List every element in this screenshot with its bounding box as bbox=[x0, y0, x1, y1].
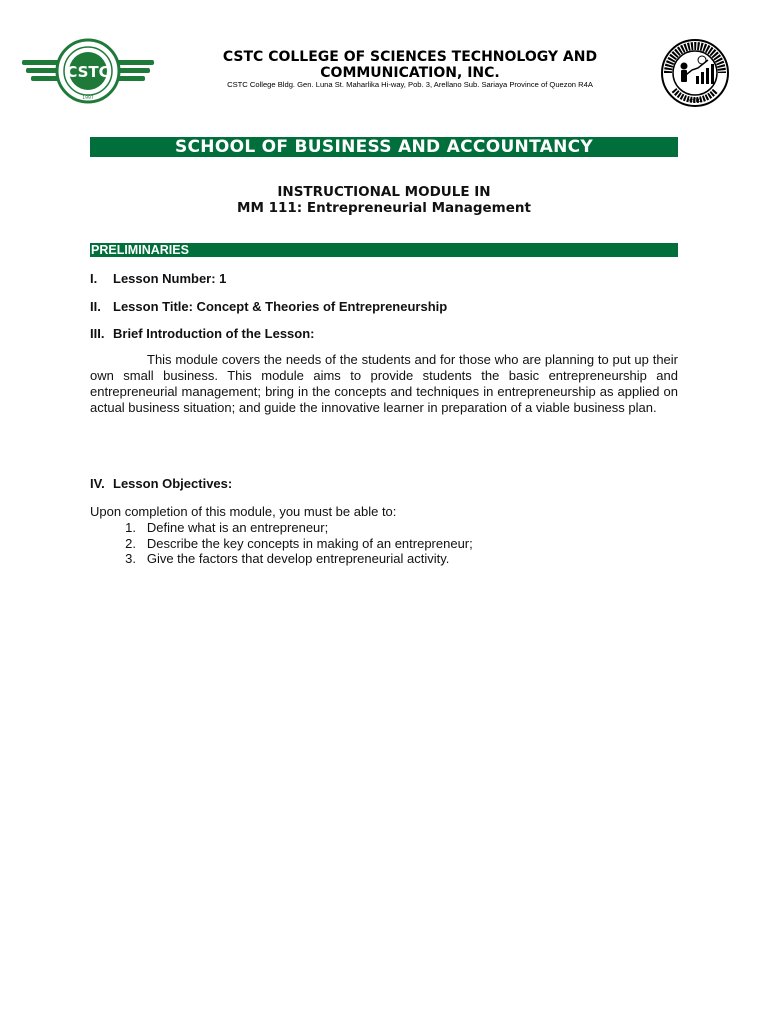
svg-text:1997: 1997 bbox=[82, 96, 94, 101]
section-number: III. bbox=[90, 326, 105, 341]
list-item-text: Define what is an entrepreneur; bbox=[146, 520, 329, 535]
list-item bbox=[90, 551, 678, 567]
cstc-logo-icon bbox=[22, 38, 154, 104]
section-label: Lesson Number: 1 bbox=[113, 271, 227, 286]
institution-name bbox=[160, 49, 660, 81]
list-item-text: Describe the key concepts in making of an entrepreneur; bbox=[146, 535, 473, 551]
module-title-line2: MM 111: Entrepreneurial Management bbox=[237, 200, 531, 216]
institution-address: CSTC College Bldg. Gen. Luna St. Maharlika Hi-way, Pob. 3, Arellano Sub. Sariaya Province of Quezon R4A bbox=[227, 80, 593, 89]
module-title-line1: INSTRUCTIONAL MODULE IN bbox=[277, 184, 491, 200]
institution-name-line1: CSTC COLLEGE OF SCIENCES TECHNOLOGY AND bbox=[222, 49, 598, 65]
institution-name-line2: COMMUNICATION, INC. bbox=[320, 65, 500, 81]
section-lesson-objectives bbox=[90, 476, 232, 491]
section-label: Lesson Objectives: bbox=[113, 476, 233, 491]
list-item-text: Give the factors that develop entrepreneurial activity. bbox=[146, 551, 450, 566]
section-label: Lesson Title: Concept & Theories of Entrepreneurship bbox=[113, 299, 448, 314]
svg-text:CSTC: CSTC bbox=[689, 98, 701, 103]
objectives-lead-text: Upon completion of this module, you must be able to: bbox=[90, 504, 397, 519]
objectives-list bbox=[90, 520, 678, 567]
section-number: I. bbox=[90, 271, 98, 286]
list-item bbox=[90, 520, 678, 536]
section-label: Brief Introduction of the Lesson: bbox=[113, 326, 315, 341]
school-banner: SCHOOL OF BUSINESS AND ACCOUNTANCY bbox=[90, 137, 678, 157]
svg-text:CSTC: CSTC bbox=[66, 63, 110, 81]
preliminaries-banner: PRELIMINARIES bbox=[90, 243, 678, 257]
list-item-number: 3. bbox=[125, 551, 136, 566]
section-lesson-number bbox=[90, 271, 226, 286]
list-item-number: 2. bbox=[125, 535, 136, 551]
module-title bbox=[90, 184, 678, 216]
section-number: II. bbox=[90, 299, 101, 314]
list-item-number: 1. bbox=[125, 520, 136, 535]
list-item bbox=[90, 536, 678, 552]
section-number: IV. bbox=[90, 476, 105, 491]
introduction-paragraph: This module covers the needs of the students and for those who are planning to put up their own small business. This module aims to provide students the basic entrepreneurship and entrepreneurial management; bring in the concepts and techniques in entrepreneurship as applied on actual business situation; and guide the innovative learner in preparation of a viable business plan. bbox=[90, 352, 678, 415]
section-lesson-title bbox=[90, 299, 447, 314]
section-brief-introduction bbox=[90, 326, 315, 341]
business-administration-seal-icon bbox=[660, 38, 730, 108]
